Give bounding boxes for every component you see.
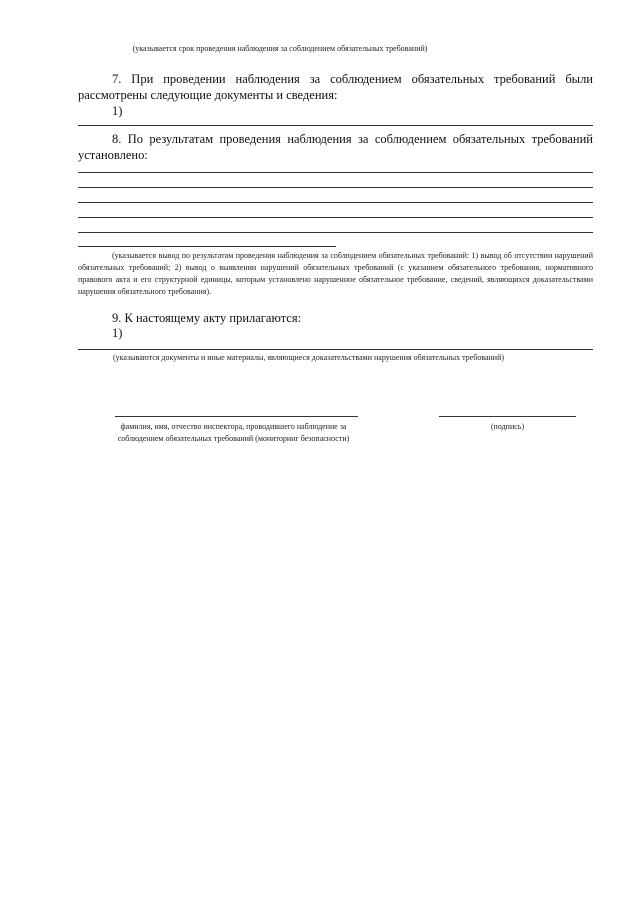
section-7-item-1: 1) bbox=[112, 104, 123, 118]
section-8-fill-line bbox=[78, 232, 593, 233]
section-8-caption: (указывается вывод по результатам проведения наблюдения за соблюдением обязательных требований: 1) вывод об отсутствии нарушений обязательных требований; 2) вывод о выявлении нарушений обязательных требований (с указанием обязательного требования, нормативного правового акта и его структурной единицы, которым установлено нарушенное обязательное требование, сведений, являющихся доказательствами нарушения обязательного требования). bbox=[78, 251, 593, 296]
signature-caption: (подпись) bbox=[490, 422, 525, 431]
inspector-name-caption: фамилия, имя, отчество инспектора, проводившего наблюдение за соблюдением обязательных требований (мониторинг безопасности) bbox=[117, 422, 350, 443]
section-7-fill-line bbox=[78, 125, 593, 126]
section-9-text: 9. К настоящему акту прилагаются: bbox=[112, 311, 302, 325]
inspector-name-line bbox=[115, 416, 358, 417]
section-9-fill-line bbox=[78, 349, 593, 350]
section-8-fill-line bbox=[78, 217, 593, 218]
section-8-fill-line bbox=[78, 202, 593, 203]
deadline-caption: (указывается срок проведения наблюдения за соблюдением обязательных требований) bbox=[132, 44, 428, 53]
section-8-text: 8. По результатам проведения наблюдения за соблюдением обязательных требований установлено: bbox=[78, 132, 593, 162]
section-8-fill-line bbox=[78, 187, 593, 188]
section-7-text: 7. При проведении наблюдения за соблюдением обязательных требований были рассмотрены следующие документы и сведения: bbox=[78, 72, 593, 102]
section-8-fill-line bbox=[78, 172, 593, 173]
section-8-short-line bbox=[78, 246, 336, 247]
section-9-item-1: 1) bbox=[112, 326, 123, 340]
signature-line bbox=[439, 416, 576, 417]
section-9-caption: (указываются документы и иные материалы, являющиеся доказательствами нарушения обязательных требований) bbox=[113, 353, 505, 362]
